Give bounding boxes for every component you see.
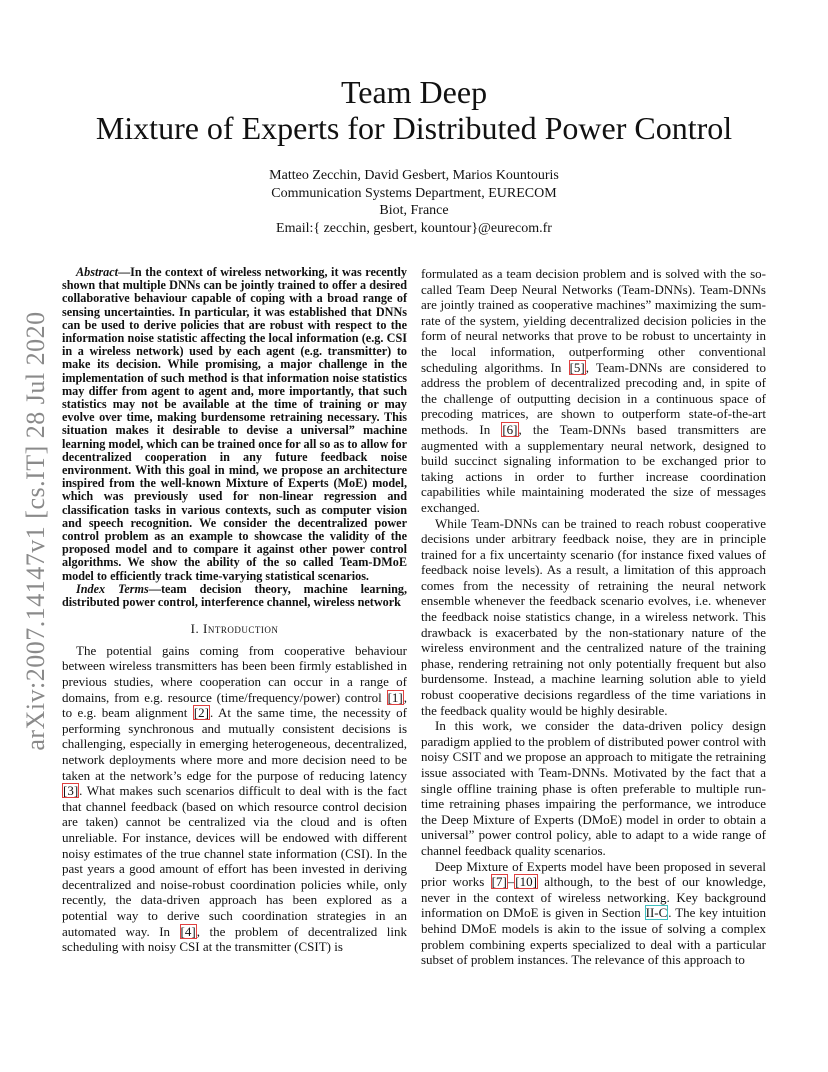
citation-link[interactable]: [4] (180, 923, 196, 939)
index-terms-label: Index Terms (76, 581, 149, 596)
text-run: , Team-DNNs are considered to address the problem of decentralized precoding and, in spite of the challenge of outputting decision in a continuous space of precoding matrices, are shown to outperform state-of-the-art methods. In (421, 359, 767, 437)
citation-link[interactable]: [6] (502, 421, 518, 437)
abstract-label: Abstract (76, 265, 118, 279)
text-run: . What makes such scenarios difficult to deal with is the fact that channel feedback (based on which resource control decision are taken) cannot be centralized via the cloud and is often unreliable. For instance, devices will be endowed with different noisy estimates of the true channel state information (CSI). In the past years a good amount of effort has been invested in deriving decentralized and noise-robust coordination policies while, only recently, the data-driven approach has been explored as a potential way to derive such coordination strategies in an automated way. In (62, 783, 407, 939)
section-title: Introduction (203, 621, 279, 637)
text-run: , the Team-DNNs based transmitters are augmented with a supplementary neural network, designed to build succinct signaling information to be exchanged prior to taking actions in order to further increase coordination capabilities while maintaining moderated the size of messages exchanged. (421, 421, 766, 515)
intro-paragraph-continued (421, 266, 766, 516)
abstract (62, 266, 407, 609)
paper-title (62, 74, 766, 146)
location: Biot, France (379, 203, 449, 218)
title-line-1: Team Deep (340, 74, 488, 110)
section-number: I. (190, 621, 203, 637)
citation-link[interactable]: [5] (569, 359, 585, 375)
citation-link[interactable]: [7] (491, 874, 507, 890)
intro-paragraph-3: In this work, we consider the data-driven policy design paradigm applied to the problem of distributed power control with noisy CSIT and we propose an approach to mitigate the retraining issue associated with Team-DNNs. Motivated by the fact that a single offline training phase is often preferable to multiple run-time retraining phases impairing the performance, we introduce the Deep Mixture of Experts (DMoE) model in order to obtain a universal” power control policy, able to adapt to a wide range of channel feedback quality scenarios. (421, 718, 766, 858)
title-line-2: Mixture of Experts for Distributed Power Control (95, 110, 733, 146)
text-run: formulated as a team decision problem and is solved with the so-called Team Deep Neural Networks (Team-DNNs). Team-DNNs are jointly trained as cooperative machines” maximizing the sum-rate of the system, yielding decentralized decision policies in the form of neural networks that prove to be robust to uncertainty in the local information, outperforming other conventional scheduling algorithms. In (421, 266, 766, 375)
arxiv-identifier: arXiv:2007.14147v1 [cs.IT] 28 Jul 2020 (21, 311, 50, 751)
text-run: Deep Mixture of Experts model have been proposed in several prior works (421, 858, 766, 890)
citation-link[interactable]: [1] (387, 689, 403, 705)
text-run: , the problem of decentralized link scheduling with noisy CSI at the transmitter (CSIT) is (62, 923, 408, 955)
text-run: although, to the best of our knowledge, never in the context of wireless networking. Key background information on DMoE is given in Section (421, 874, 766, 921)
email: Email:{ zecchin, gesbert, kountour}@eurecom.fr (276, 220, 552, 236)
section-heading-introduction (62, 621, 407, 637)
section-link[interactable]: II-C (645, 905, 668, 921)
citation-link[interactable]: [2] (193, 705, 209, 721)
affiliation: Communication Systems Department, EURECOM (271, 185, 557, 201)
index-terms-text: —team decision theory, machine learning, distributed power control, interference channel, wireless network (62, 581, 407, 610)
arxiv-sidebar-stamp (14, 306, 58, 756)
text-run: , to e.g. beam alignment (62, 689, 407, 721)
author-names: Matteo Zecchin, David Gesbert, Marios Kountouris (269, 168, 559, 183)
author-block (62, 167, 766, 237)
left-column (62, 266, 407, 955)
text-run: The potential gains coming from cooperative behaviour between wireless transmitters has been been firmly established in previous studies, where cooperation can occur in a range of domains, from e.g. resource (time/frequency/power) control (62, 642, 407, 705)
abstract-text: —In the context of wireless networking, it was recently shown that multiple DNNs can be jointly trained to offer a desired collaborative behaviour capable of coping with a broad range of sensing uncertainties. In particular, it was established that DNNs can be used to derive policies that are robust with respect to the information noise statistic affecting the local information (e.g. CSI in a wireless network) used by each agent (e.g. transmitter) to make its decision. While promising, a major challenge in the implementation of such method is that information noise statistics may differ from agent to agent and, more importantly, that such statistics may not be available at the time of training or may evolve over time, making burdensome retraining necessary. This situation makes it desirable to devise a universal” machine learning model, which can be trained once for all so as to allow for decentralized cooperation in any future feedback noise environment. With this goal in mind, we propose an architecture inspired from the well-known Mixture of Experts (MoE) model, which was previously used for non-linear regression and classification tasks in various contexts, such as computer vision and speech recognition. We consider the decentralized power control problem as an example to showcase the validity of the proposed model and to compare it against other power control algorithms. We show the ability of the so called Team-DMoE model to efficiently track time-varying statistical scenarios. (62, 265, 407, 583)
intro-paragraph-2: While Team-DNNs can be trained to reach robust cooperative decisions under arbitrary feedback noise, they are in principle trained for a fix uncertainty scenario (for instance fixed values of feedback noise levels). As a result, a limitation of this approach comes from the necessity of retraining the neural network ensemble whenever the feedback scenario evolves, i.e. whenever the feedback noise statistics change, in a wireless network. This drawback is exacerbated by the non-stationary nature of the wireless environment and the centralized nature of the training phase, rendering retraining not only potentially frequent but also burdensome. Instead, a machine learning solution able to yield robust cooperative decisions regardless of the time variations in the feedback quality would be highly desirable. (421, 515, 766, 718)
text-run: . At the same time, the necessity of performing synchronous and mutually consistent decisions is challenging, especially in emerging heterogeneous, decentralized, network deployments where more and more decision need to be taken at the network’s edge for the purpose of reducing latency (62, 705, 407, 783)
intro-paragraph-4 (421, 859, 766, 968)
citation-link[interactable]: [10] (515, 874, 537, 890)
right-column (421, 266, 766, 968)
text-run: . The key intuition behind DMoE models is akin to the issue of solving a complex problem combining experts specialized to deal with a particular subset of problem instances. The relevance of this approach to (421, 905, 767, 968)
citation-link[interactable]: [3] (63, 783, 79, 799)
text-run: – (507, 874, 515, 890)
intro-paragraph-1 (62, 643, 407, 955)
